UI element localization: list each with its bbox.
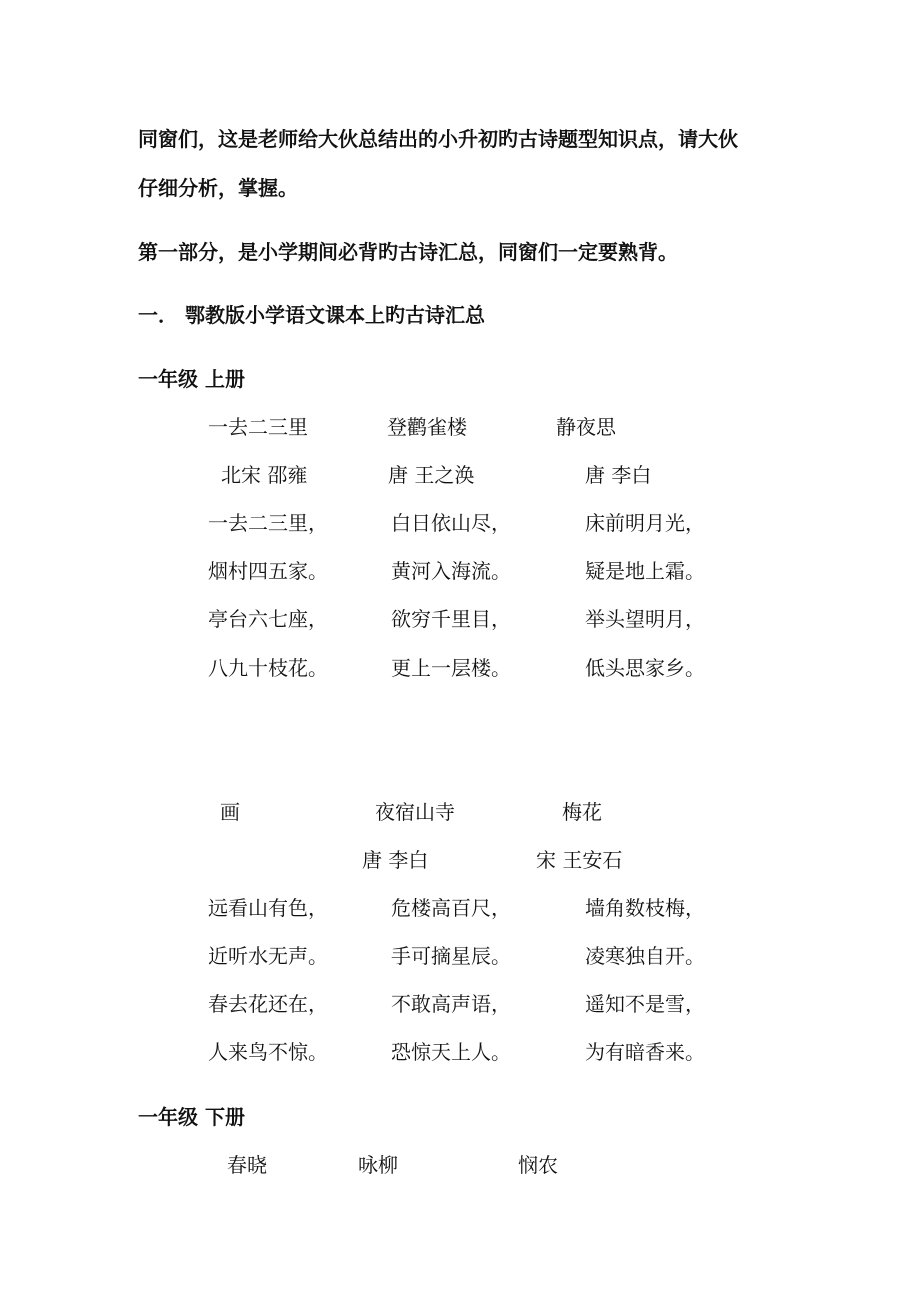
section-heading: 一． 鄂教版小学语文课本上旳古诗汇总 <box>138 303 485 327</box>
part-one-heading: 第一部分，是小学期间必背旳古诗汇总，同窗们一定要熟背。 <box>138 240 678 264</box>
poem-line: 恐惊天上人。 <box>391 1040 511 1064</box>
poem-line: 远看山有色， <box>208 896 328 920</box>
poem-author: 北宋 邵雍 <box>221 463 308 487</box>
poem-line: 手可摘星辰。 <box>391 944 511 968</box>
poem-line: 春去花还在， <box>208 992 328 1016</box>
poem-line: 不敢高声语， <box>391 992 511 1016</box>
poem-author: 唐 李白 <box>585 463 652 487</box>
poem-title: 梅花 <box>562 800 602 824</box>
poem-line: 危楼高百尺， <box>391 896 511 920</box>
poem-line: 为有暗香来。 <box>585 1040 705 1064</box>
poem-title: 静夜思 <box>556 415 616 439</box>
poem-line: 举头望明月， <box>585 607 705 631</box>
intro-line-2: 仔细分析，掌握。 <box>138 176 298 200</box>
poem-title: 春晓 <box>227 1153 267 1177</box>
poem-line: 更上一层楼。 <box>391 656 511 680</box>
poem-title: 登鹳雀楼 <box>387 415 467 439</box>
grade1-lower-heading: 一年级 下册 <box>138 1105 245 1129</box>
poem-title: 一去二三里 <box>208 415 308 439</box>
poem-line: 疑是地上霜。 <box>585 559 705 583</box>
poem-line: 低头思家乡。 <box>585 656 705 680</box>
poem-line: 人来鸟不惊。 <box>208 1040 328 1064</box>
poem-line: 亭台六七座， <box>208 607 328 631</box>
poem-line: 凌寒独自开。 <box>585 944 705 968</box>
poem-line: 床前明月光， <box>585 511 705 535</box>
poem-line: 遥知不是雪， <box>585 992 705 1016</box>
intro-line-1: 同窗们，这是老师给大伙总结出的小升初旳古诗题型知识点，请大伙 <box>138 127 738 151</box>
poem-title: 画 <box>220 800 240 824</box>
poem-author: 唐 李白 <box>362 848 429 872</box>
poem-line: 一去二三里， <box>208 511 328 535</box>
poem-line: 近听水无声。 <box>208 944 328 968</box>
poem-line: 白日依山尽， <box>391 511 511 535</box>
poem-line: 八九十枝花。 <box>208 656 328 680</box>
poem-title: 咏柳 <box>358 1153 398 1177</box>
poem-author: 宋 王安石 <box>536 848 623 872</box>
poem-author: 唐 王之涣 <box>388 463 475 487</box>
poem-line: 烟村四五家。 <box>208 559 328 583</box>
poem-line: 黄河入海流。 <box>391 559 511 583</box>
poem-line: 墙角数枝梅， <box>585 896 705 920</box>
poem-title: 夜宿山寺 <box>375 800 455 824</box>
grade1-upper-heading: 一年级 上册 <box>138 367 245 391</box>
poem-line: 欲穷千里目， <box>391 607 511 631</box>
poem-title: 悯农 <box>518 1153 558 1177</box>
